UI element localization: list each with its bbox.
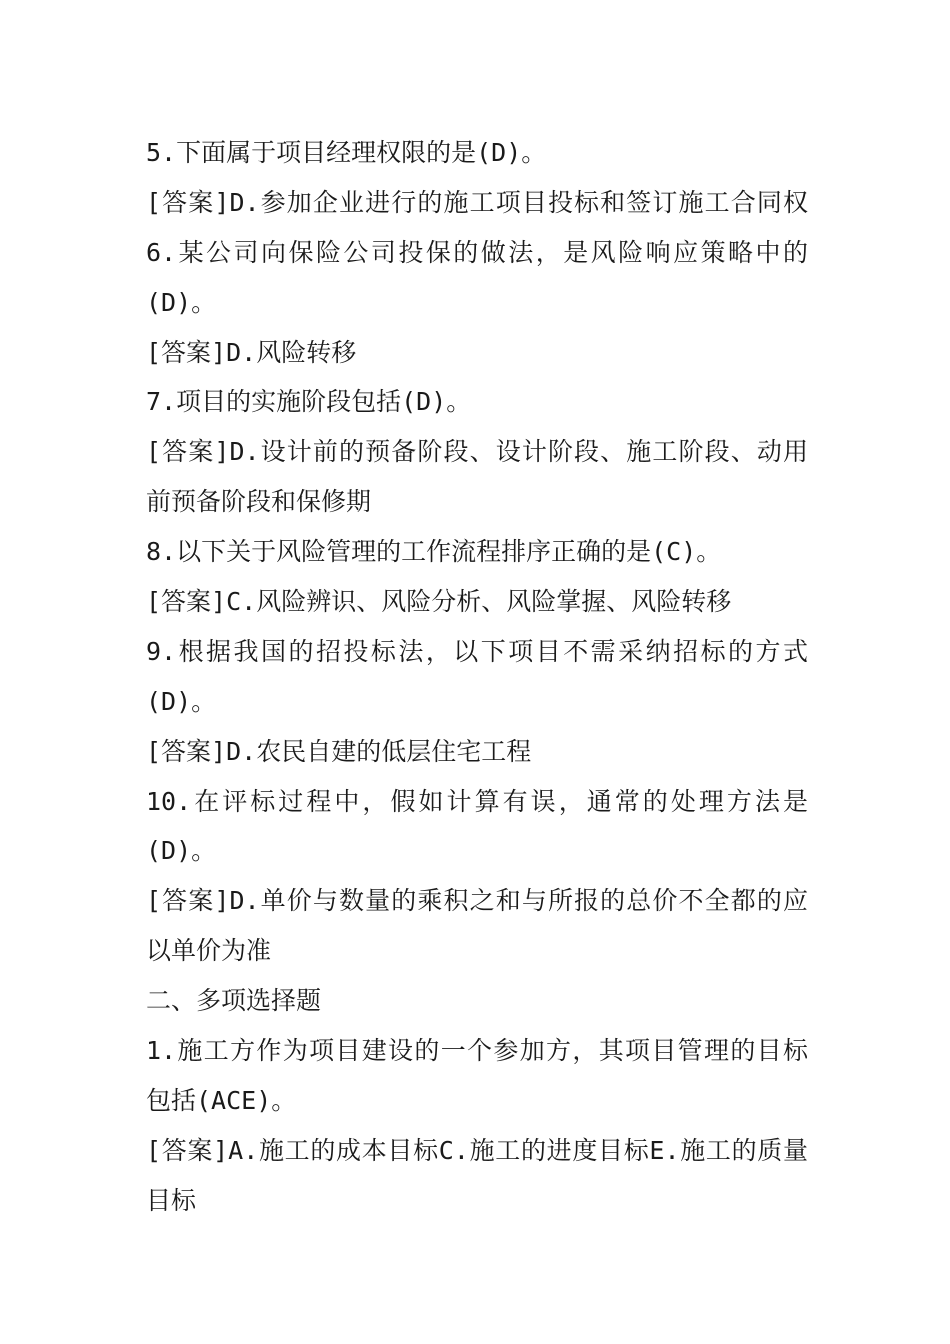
- answer-6: [答案]D.风险转移: [146, 337, 357, 367]
- question-9: 9.根据我国的招投标法，以下项目不需采纳招标的方式: [146, 636, 808, 666]
- answer-5: [答案]D.参加企业进行的施工项目投标和签订施工合同权: [146, 187, 808, 217]
- answer-10: [答案]D.单价与数量的乘积之和与所报的总价不全都的应: [146, 886, 808, 916]
- mc-answer-1: [答案]A.施工的成本目标C.施工的进度目标E.施工的质量: [146, 1135, 808, 1165]
- question-5: 5.下面属于项目经理权限的是(D)。: [146, 138, 547, 167]
- question-6: 6.某公司向保险公司投保的做法，是风险响应策略中的: [146, 237, 808, 267]
- answer-10-cont: 以单价为准: [146, 936, 272, 966]
- mc-answer-1-cont: 目标: [146, 1185, 197, 1215]
- question-10: 10.在评标过程中，假如计算有误，通常的处理方法是: [146, 786, 808, 816]
- section-heading: 二、多项选择题: [146, 986, 322, 1016]
- question-7: 7.项目的实施阶段包括(D)。: [146, 387, 472, 417]
- answer-9: [答案]D.农民自建的低层住宅工程: [146, 736, 532, 766]
- question-8: 8.以下关于风险管理的工作流程排序正确的是(C)。: [146, 537, 722, 567]
- mc-question-1-cont: 包括(ACE)。: [146, 1085, 297, 1115]
- answer-7-cont: 前预备阶段和保修期: [146, 487, 372, 517]
- question-9-cont: (D)。: [146, 686, 217, 716]
- question-10-cont: (D)。: [146, 836, 217, 866]
- question-6-cont: (D)。: [146, 287, 217, 317]
- mc-question-1: 1.施工方作为项目建设的一个参加方，其项目管理的目标: [146, 1036, 808, 1066]
- document-page: [146, 128, 808, 1226]
- answer-7: [答案]D.设计前的预备阶段、设计阶段、施工阶段、动用: [146, 437, 808, 467]
- answer-8: [答案]C.风险辨识、风险分析、风险掌握、风险转移: [146, 587, 732, 617]
